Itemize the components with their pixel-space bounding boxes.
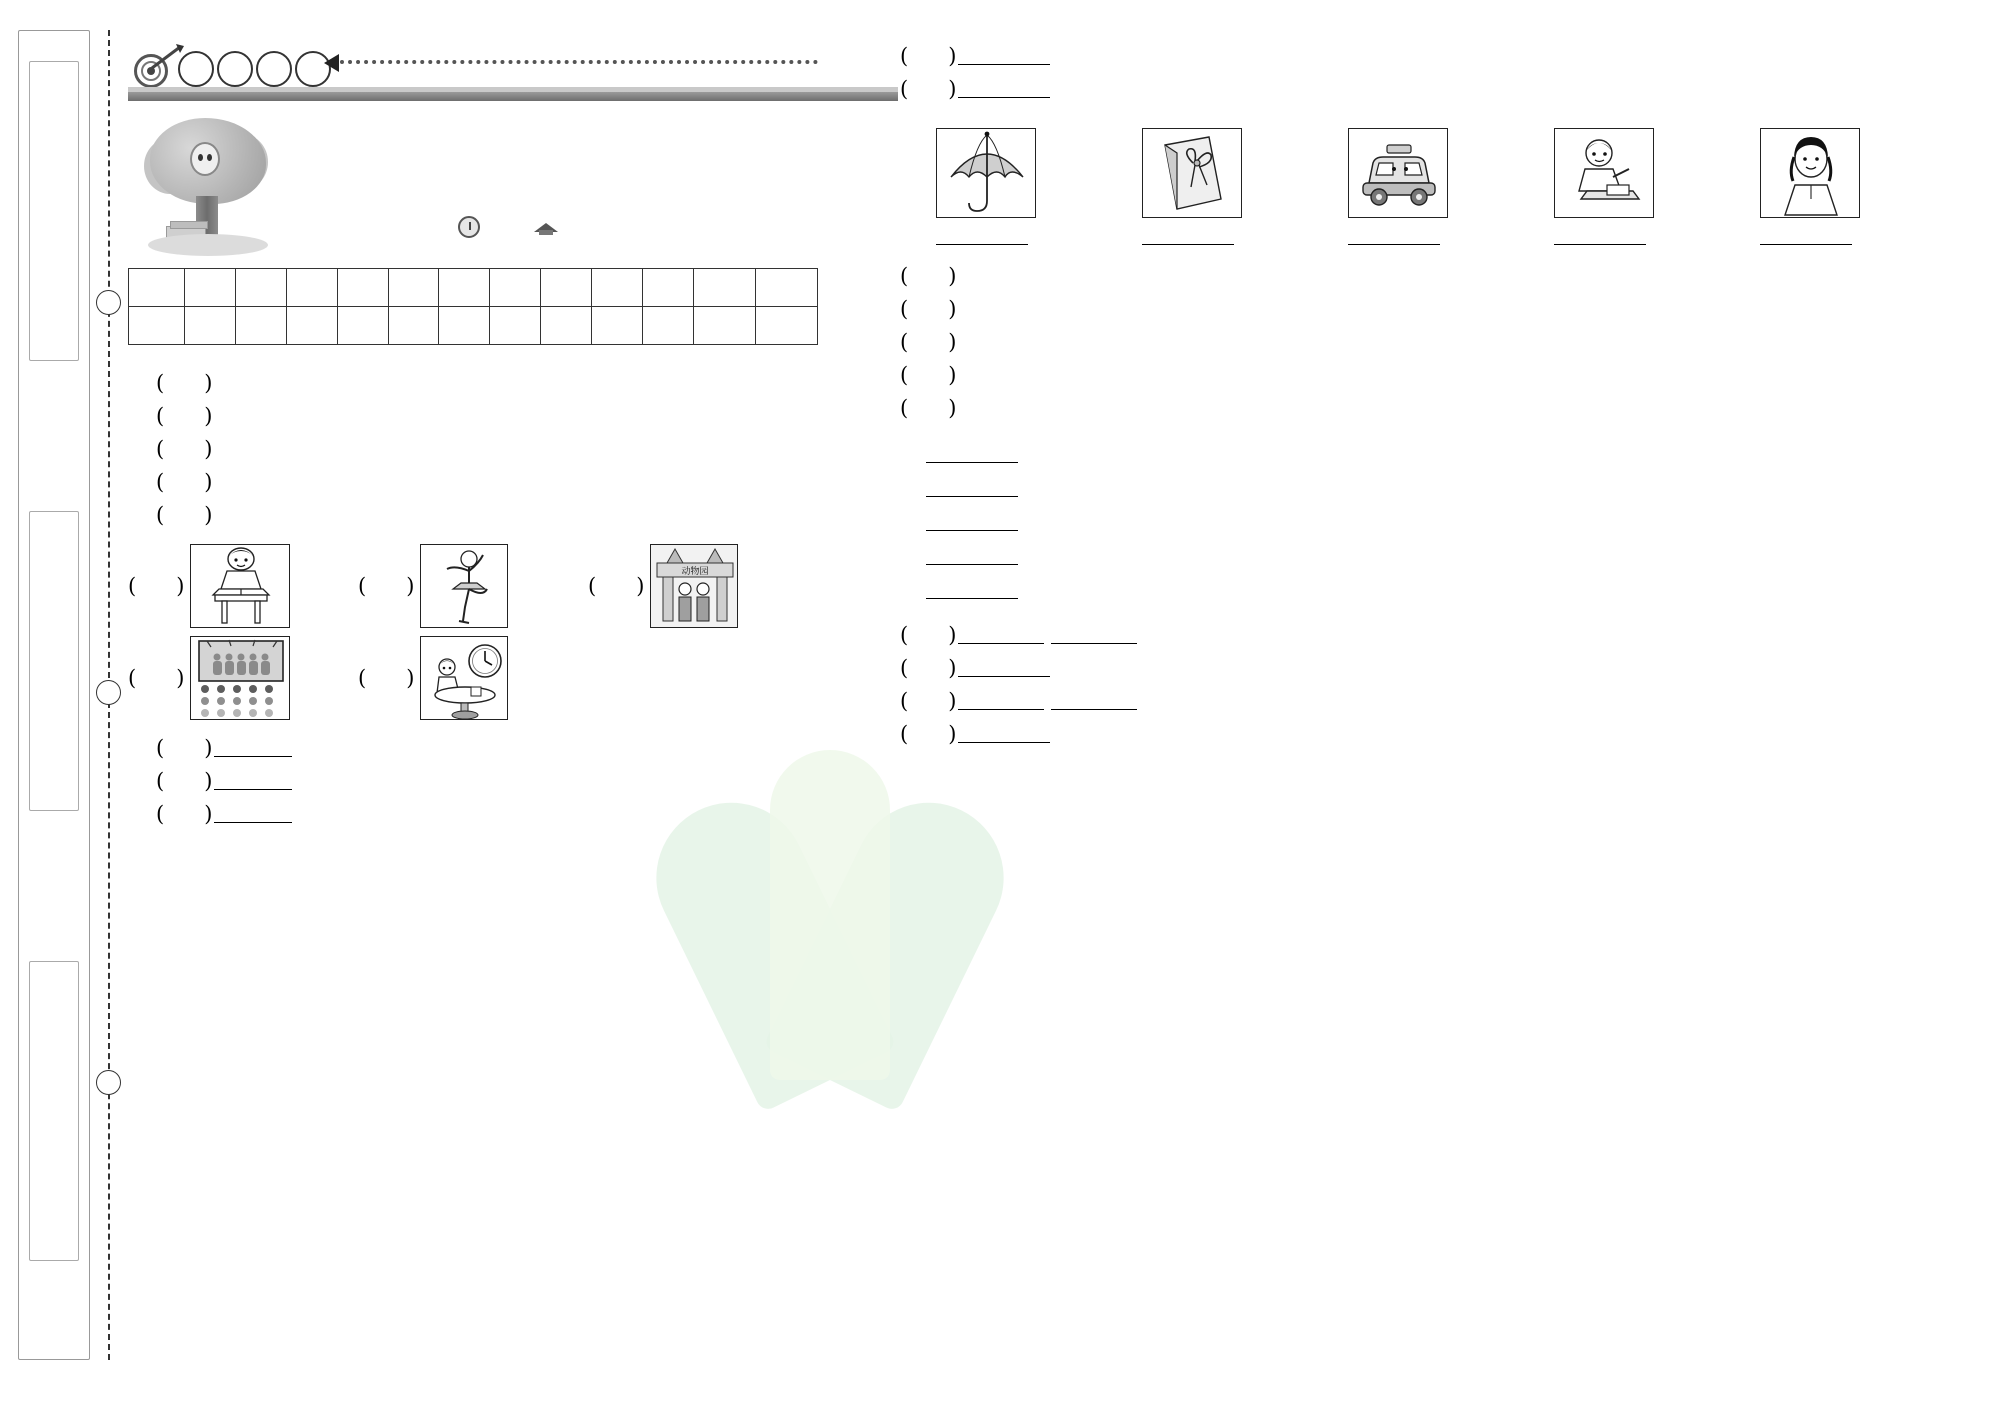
answer-blank[interactable] [926, 476, 1018, 497]
vocab-answer-line[interactable] [1322, 224, 1512, 248]
answer-blank[interactable] [926, 544, 1018, 565]
arrow-left-icon [324, 54, 339, 72]
answer-paren[interactable]: ( ) [900, 363, 957, 387]
answer-paren[interactable]: ( ) [156, 437, 213, 461]
name-field-box[interactable] [29, 61, 79, 361]
score-col-3 [286, 269, 337, 307]
score-col-6 [439, 269, 490, 307]
answer-paren[interactable]: ( ) [900, 656, 957, 680]
question-row[interactable] [890, 260, 1950, 293]
badge-char-3 [256, 51, 292, 87]
exam-meta [458, 216, 808, 238]
question-row[interactable] [890, 40, 1950, 73]
answer-blank[interactable] [1348, 224, 1440, 245]
answer-blank[interactable] [926, 442, 1018, 463]
answer-paren[interactable]: ( ) [900, 297, 957, 321]
question-stem [958, 685, 1137, 718]
score-col-5 [388, 269, 439, 307]
vocab-answer-line[interactable] [1734, 224, 1924, 248]
question-stem [958, 619, 1137, 652]
answer-blank[interactable] [214, 769, 292, 790]
fill-in-row[interactable] [890, 471, 1950, 505]
score-col-7 [490, 269, 541, 307]
picture-greeting-card [1142, 128, 1242, 218]
question-stem [958, 40, 1050, 73]
vocab-answer-line[interactable] [1116, 224, 1306, 248]
picture-boy-writing [1554, 128, 1654, 218]
answer-paren[interactable]: ( ) [900, 77, 957, 101]
vocab-item[interactable] [910, 128, 1100, 248]
picture-woman-portrait [1760, 128, 1860, 218]
score-cell[interactable] [592, 307, 643, 345]
clock-icon [458, 216, 480, 238]
answer-paren[interactable]: ( ) [156, 470, 213, 494]
score-col-2 [235, 269, 286, 307]
answer-blank[interactable] [1760, 224, 1852, 245]
cut-mark-feng [96, 680, 121, 705]
question-row[interactable] [128, 433, 818, 466]
dotted-rule [340, 60, 818, 64]
answer-blank[interactable] [936, 224, 1028, 245]
answer-blank[interactable] [1142, 224, 1234, 245]
answer-paren[interactable]: ( ) [156, 404, 213, 428]
score-cell[interactable] [541, 307, 592, 345]
question-row[interactable] [890, 619, 1950, 652]
question-stem [214, 732, 292, 765]
badge-char-2 [217, 51, 253, 87]
picture-zoo-entrance [650, 544, 738, 628]
vocabulary-picture-row [890, 128, 1950, 248]
score-cell[interactable] [337, 307, 388, 345]
answer-blank[interactable] [1051, 623, 1137, 644]
picture-taxi-car [1348, 128, 1448, 218]
right-column [890, 40, 1950, 751]
picture-question[interactable] [588, 544, 818, 628]
question-row[interactable] [128, 400, 818, 433]
score-col-10 [643, 269, 694, 307]
picture-ballet-dancer [420, 544, 508, 628]
score-table-row-label-2 [129, 307, 185, 345]
picture-audience-watching-screen [190, 636, 290, 720]
question-stem [958, 652, 1050, 685]
answer-paren[interactable]: ( ) [156, 802, 213, 826]
score-cell[interactable] [235, 307, 286, 345]
answer-blank[interactable] [958, 44, 1050, 65]
vocab-answer-line[interactable] [910, 224, 1100, 248]
cut-mark-xian [96, 1070, 121, 1095]
answer-paren[interactable]: ( ) [900, 396, 957, 420]
answer-paren[interactable]: ( ) [900, 264, 957, 288]
score-col-total [756, 269, 818, 307]
answer-paren[interactable]: ( ) [900, 689, 957, 713]
answer-paren[interactable]: ( ) [156, 769, 213, 793]
score-cell[interactable] [388, 307, 439, 345]
picture-question[interactable] [358, 636, 588, 720]
left-column [128, 40, 818, 831]
question-row[interactable] [890, 718, 1950, 751]
score-col-8 [541, 269, 592, 307]
picture-question-row [128, 544, 818, 628]
time-meta [458, 216, 486, 238]
target-dart-icon [128, 46, 182, 92]
score-table[interactable] [128, 268, 818, 345]
score-col-1 [185, 269, 236, 307]
vocab-item[interactable] [1322, 128, 1512, 248]
score-col-4 [337, 269, 388, 307]
answer-paren[interactable]: ( ) [358, 666, 415, 690]
score-cell[interactable] [643, 307, 694, 345]
answer-blank[interactable] [958, 689, 1044, 710]
vocab-answer-line[interactable] [1528, 224, 1718, 248]
fill-in-row[interactable] [890, 539, 1950, 573]
question-stem [958, 73, 1050, 106]
dart-icon [150, 44, 184, 70]
fill-in-row[interactable] [890, 505, 1950, 539]
answer-paren[interactable]: ( ) [900, 623, 957, 647]
answer-blank[interactable] [214, 736, 292, 757]
question-row[interactable] [128, 499, 818, 532]
answer-blank[interactable] [958, 656, 1050, 677]
answer-paren[interactable]: ( ) [900, 722, 957, 746]
question-row[interactable] [128, 732, 818, 765]
answer-blank[interactable] [1051, 689, 1137, 710]
question-row[interactable] [128, 798, 818, 831]
question-stem [958, 718, 1050, 751]
answer-blank[interactable] [958, 77, 1050, 98]
answer-paren[interactable]: ( ) [128, 666, 185, 690]
vocab-item[interactable] [1116, 128, 1306, 248]
vocab-item[interactable] [1734, 128, 1924, 248]
score-col-11 [694, 269, 756, 307]
answer-paren[interactable]: ( ) [588, 574, 645, 598]
table-row-header [129, 269, 818, 307]
graduation-cap-icon [534, 219, 558, 235]
svg-text:动物园: 动物园 [681, 567, 709, 577]
masthead-bar [128, 92, 898, 101]
answer-paren[interactable]: ( ) [900, 44, 957, 68]
answer-paren[interactable]: ( ) [156, 371, 213, 395]
score-col-9 [592, 269, 643, 307]
score-cell[interactable] [286, 307, 337, 345]
picture-umbrella [936, 128, 1036, 218]
title-block [128, 112, 818, 262]
question-row[interactable] [128, 367, 818, 400]
question-row[interactable] [128, 466, 818, 499]
cut-mark-mi [96, 290, 121, 315]
masthead [128, 40, 818, 106]
score-meta [534, 219, 564, 235]
question-row[interactable] [890, 392, 1950, 425]
question-row[interactable] [890, 685, 1950, 718]
picture-question[interactable] [128, 544, 358, 628]
answer-paren[interactable]: ( ) [156, 503, 213, 527]
class-field-box[interactable] [29, 511, 79, 811]
qr-code-icon[interactable] [718, 126, 790, 198]
fill-in-row[interactable] [890, 573, 1950, 607]
question-row[interactable] [890, 652, 1950, 685]
score-cell[interactable] [439, 307, 490, 345]
answer-paren[interactable]: ( ) [900, 330, 957, 354]
score-cell[interactable] [185, 307, 236, 345]
score-cell[interactable] [490, 307, 541, 345]
answer-blank[interactable] [958, 722, 1050, 743]
answer-blank[interactable] [926, 510, 1018, 531]
question-stem [214, 765, 292, 798]
binding-stub [18, 30, 90, 1360]
answer-paren[interactable]: ( ) [156, 736, 213, 760]
vocab-item[interactable] [1528, 128, 1718, 248]
score-cell[interactable] [694, 307, 756, 345]
answer-blank[interactable] [214, 802, 292, 823]
answer-blank[interactable] [1554, 224, 1646, 245]
picture-question[interactable] [358, 544, 588, 628]
question-row[interactable] [890, 326, 1950, 359]
knowledge-tree-illustration [142, 116, 272, 258]
fill-in-row[interactable] [890, 437, 1950, 471]
picture-question[interactable] [128, 636, 358, 720]
picture-question-row [128, 636, 818, 720]
school-field-box[interactable] [29, 961, 79, 1261]
answer-blank[interactable] [926, 578, 1018, 599]
picture-boy-at-table-with-clock [420, 636, 508, 720]
question-row[interactable] [890, 359, 1950, 392]
score-cell[interactable] [756, 307, 818, 345]
question-row[interactable] [890, 293, 1950, 326]
question-row[interactable] [128, 765, 818, 798]
table-row-scores[interactable] [129, 307, 818, 345]
series-badge [128, 46, 331, 92]
answer-blank[interactable] [958, 623, 1044, 644]
picture-boy-reading-at-desk [190, 544, 290, 628]
answer-paren[interactable]: ( ) [128, 574, 185, 598]
score-table-row-label-1 [129, 269, 185, 307]
question-row[interactable] [890, 73, 1950, 106]
question-stem [214, 798, 292, 831]
answer-paren[interactable]: ( ) [358, 574, 415, 598]
